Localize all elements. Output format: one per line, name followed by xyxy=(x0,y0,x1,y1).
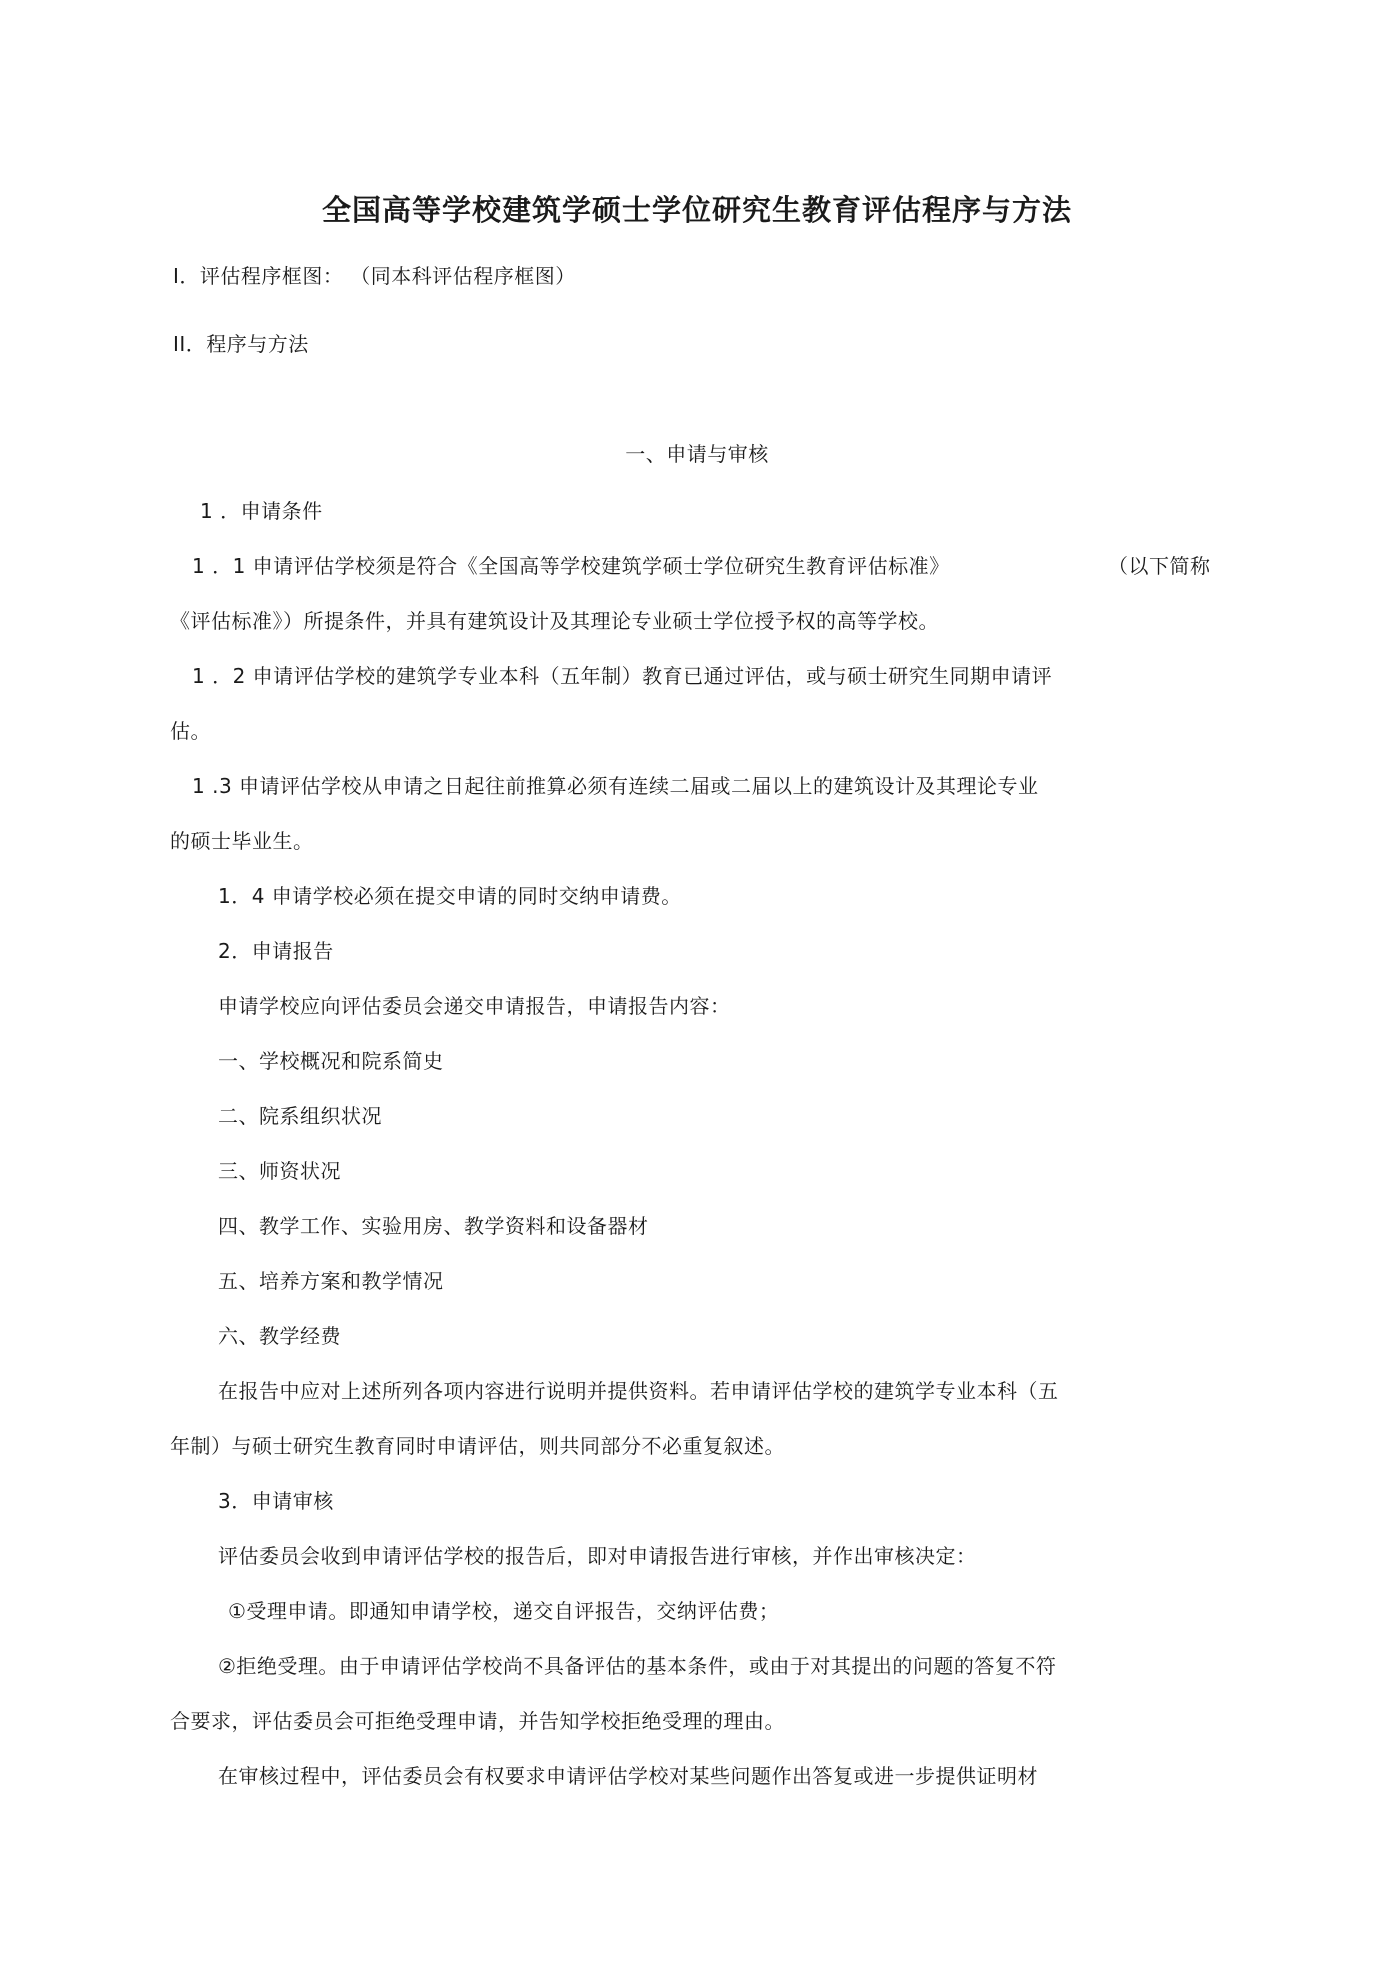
clause-1-3-line2: 的硕士毕业生。 xyxy=(170,829,314,853)
decision-option-reject-line2: 合要求，评估委员会可拒绝受理申请，并告知学校拒绝受理的理由。 xyxy=(170,1709,785,1733)
decision-option-reject-line1: ②拒绝受理。由于申请评估学校尚不具备评估的基本条件，或由于对其提出的问题的答复不符 xyxy=(218,1654,1057,1678)
report-item: 二、院系组织状况 xyxy=(218,1104,382,1128)
clause-1-1-line1: 1 ．1 申请评估学校须是符合《全国高等学校建筑学硕士学位研究生教育评估标准》 xyxy=(192,554,950,578)
report-note-line1: 在报告中应对上述所列各项内容进行说明并提供资料。若申请评估学校的建筑学专业本科（五 xyxy=(218,1379,1059,1403)
report-item: 六、教学经费 xyxy=(218,1324,341,1348)
clause-1-1-line1-tail: （以下简称 xyxy=(1108,554,1211,578)
report-item: 三、师资状况 xyxy=(218,1159,341,1183)
clause-1-2-line1: 1 ．2 申请评估学校的建筑学专业本科（五年制）教育已通过评估，或与硕士研究生同期申请评 xyxy=(192,664,1053,688)
subsection-1-heading: 1 ．申请条件 xyxy=(200,499,323,523)
report-item: 一、学校概况和院系简史 xyxy=(218,1049,444,1073)
report-item: 五、培养方案和教学情况 xyxy=(218,1269,444,1293)
part2-heading: II．程序与方法 xyxy=(173,332,309,356)
clause-1-4: 1．4 申请学校必须在提交申请的同时交纳申请费。 xyxy=(218,884,682,908)
subsection-3-heading: 3．申请审核 xyxy=(218,1489,334,1513)
clause-1-2-line2: 估。 xyxy=(170,719,211,743)
document-title: 全国高等学校建筑学硕士学位研究生教育评估程序与方法 xyxy=(321,193,1072,227)
part1-heading: Ⅰ．评估程序框图： （同本科评估程序框图） xyxy=(173,264,576,288)
clause-1-3-line1: 1 .3 申请评估学校从申请之日起往前推算必须有连续二届或二届以上的建筑设计及其理论专业 xyxy=(192,774,1039,798)
decision-option-accept: ①受理申请。即通知申请学校，递交自评报告，交纳评估费； xyxy=(228,1599,780,1623)
report-item: 四、教学工作、实验用房、教学资料和设备器材 xyxy=(218,1214,649,1238)
clause-1-1-line2: 《评估标准》）所提条件，并具有建筑设计及其理论专业硕士学位授予权的高等学校。 xyxy=(170,609,939,633)
subsection-2-intro: 申请学校应向评估委员会递交申请报告，申请报告内容： xyxy=(218,994,731,1018)
subsection-2-heading: 2．申请报告 xyxy=(218,939,334,963)
review-process-paragraph: 在审核过程中，评估委员会有权要求申请评估学校对某些问题作出答复或进一步提供证明材 xyxy=(218,1764,1038,1788)
section1-heading: 一、申请与审核 xyxy=(625,442,769,466)
report-note-line2: 年制）与硕士研究生教育同时申请评估，则共同部分不必重复叙述。 xyxy=(170,1434,785,1458)
subsection-3-intro: 评估委员会收到申请评估学校的报告后，即对申请报告进行审核，并作出审核决定： xyxy=(218,1544,977,1568)
